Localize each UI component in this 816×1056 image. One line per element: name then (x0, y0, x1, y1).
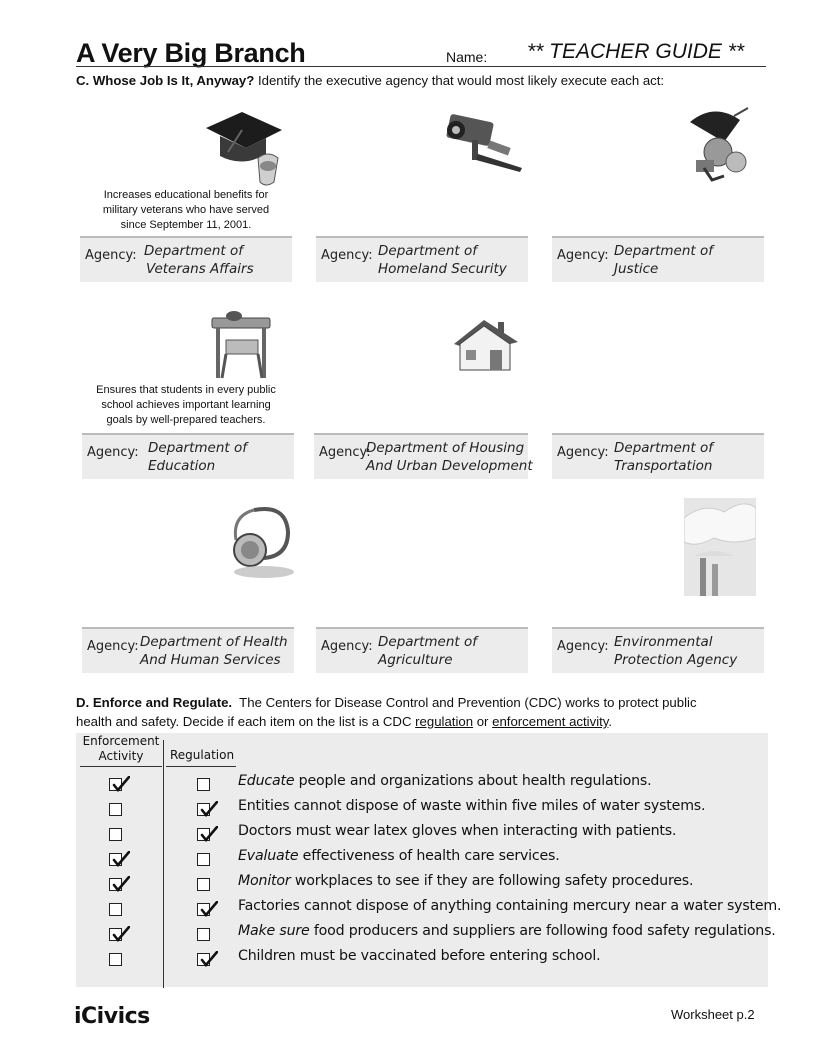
agency-answer: Department of Housing And Urban Development (366, 440, 533, 474)
enforcement-checkbox[interactable] (109, 928, 122, 941)
agency-answer: Department of Agriculture (378, 634, 477, 668)
statement-lead: Make sure (238, 923, 310, 939)
table-row (0, 898, 816, 923)
statement-rest: food producers and suppliers are following food safety regulations. (309, 923, 776, 939)
agency-label: Agency: (557, 639, 609, 654)
clue-text: Increases educational benefits for military veterans who have served since September 11, 2001. (102, 189, 270, 231)
name-label: Name: (446, 49, 488, 65)
agency-label: Agency: (85, 248, 137, 263)
regulation-checkbox[interactable] (197, 803, 210, 816)
check-mark-icon (112, 926, 130, 946)
agency-label: Agency: (321, 639, 373, 654)
agency-answer-box (552, 433, 764, 479)
statement-rest: Entities cannot dispose of waste within five miles of water systems. (238, 798, 706, 814)
house-icon (450, 316, 522, 374)
enforcement-checkbox[interactable] (109, 778, 122, 791)
smokestack-icon (684, 498, 756, 596)
regulation-checkbox[interactable] (197, 903, 210, 916)
statement-lead: Educate (238, 773, 295, 789)
scales-of-justice-icon (684, 106, 756, 184)
regulation-checkbox[interactable] (197, 953, 210, 966)
school-desk-icon (208, 306, 276, 382)
check-mark-icon (112, 776, 130, 796)
table-row (0, 873, 816, 898)
worksheet-title: A Very Big Branch (76, 38, 306, 68)
agency-label: Agency: (557, 248, 609, 263)
enforcement-checkbox[interactable] (109, 853, 122, 866)
column-header-enforcement: Enforcement Activity (82, 734, 160, 763)
agency-answer-box (82, 433, 294, 479)
graduation-cap-icon (198, 106, 288, 188)
header-rule (166, 766, 236, 767)
agency-answer-box (80, 236, 292, 282)
security-camera-icon (442, 114, 524, 172)
check-mark-icon (112, 851, 130, 871)
agency-answer: Department of Homeland Security (378, 243, 507, 277)
agency-answer-box (82, 627, 294, 673)
teacher-guide-label: ** TEACHER GUIDE ** (527, 40, 745, 63)
statement-text (238, 798, 705, 814)
agency-answer: Department of Education (148, 440, 247, 474)
statement-text (238, 848, 560, 864)
header-rule (76, 66, 766, 67)
statement-lead: Evaluate (238, 848, 299, 864)
agency-label: Agency: (319, 445, 371, 460)
agency-answer-box (552, 236, 764, 282)
statement-text (238, 923, 776, 939)
regulation-checkbox[interactable] (197, 878, 210, 891)
check-mark-icon (200, 901, 218, 921)
table-row (0, 798, 816, 823)
table-row (0, 948, 816, 973)
page-number: Worksheet p.2 (671, 1007, 755, 1022)
table-row (0, 823, 816, 848)
stethoscope-icon (214, 498, 300, 582)
statement-rest: Doctors must wear latex gloves when interacting with patients. (238, 823, 677, 839)
check-mark-icon (112, 876, 130, 896)
table-row (0, 773, 816, 798)
table-row (0, 848, 816, 873)
regulation-checkbox[interactable] (197, 778, 210, 791)
agency-label: Agency: (87, 639, 139, 654)
agency-answer: Environmental Protection Agency (614, 634, 738, 668)
agency-answer: Department of Health And Human Services (140, 634, 288, 668)
statement-text (238, 898, 781, 914)
statement-rest: Children must be vaccinated before entering school. (238, 948, 601, 964)
column-header-regulation: Regulation (170, 748, 235, 762)
statement-text (238, 948, 600, 964)
agency-label: Agency: (557, 445, 609, 460)
statement-rest: people and organizations about health regulations. (294, 773, 652, 789)
regulation-checkbox[interactable] (197, 928, 210, 941)
statement-text (238, 873, 693, 889)
agency-answer: Department of Transportation (614, 440, 713, 474)
agency-label: Agency: (87, 445, 139, 460)
agency-answer-box (316, 627, 528, 673)
agency-answer-box (316, 236, 528, 282)
regulation-checkbox[interactable] (197, 853, 210, 866)
enforcement-checkbox[interactable] (109, 903, 122, 916)
statement-text (238, 823, 676, 839)
statement-text (238, 773, 651, 789)
agency-answer-box (552, 627, 764, 673)
check-mark-icon (200, 826, 218, 846)
enforcement-checkbox[interactable] (109, 953, 122, 966)
section-d-instructions: D. Enforce and Regulate. The Centers for Disease Control and Prevention (CDC) works to protect public health and safety. Decide if each item on the list is a CDC regulation or enforcement activity. (76, 695, 697, 729)
agency-answer-box (314, 433, 533, 479)
section-c-heading: C. Whose Job Is It, Anyway? Identify the executive agency that would most likely execute each act: (76, 73, 665, 88)
regulation-checkbox[interactable] (197, 828, 210, 841)
header-rule (80, 766, 162, 767)
statement-lead: Monitor (238, 873, 291, 889)
enforcement-checkbox[interactable] (109, 878, 122, 891)
statement-rest: effectiveness of health care services. (298, 848, 560, 864)
agency-label: Agency: (321, 248, 373, 263)
check-mark-icon (200, 801, 218, 821)
check-mark-icon (200, 951, 218, 971)
table-row (0, 923, 816, 948)
icivics-logo: iCivics (74, 1004, 150, 1029)
clue-text: Ensures that students in every public school achieves important learning goals by well-prepared teachers. (96, 384, 276, 426)
statement-rest: Factories cannot dispose of anything containing mercury near a water system. (238, 898, 782, 914)
enforcement-checkbox[interactable] (109, 828, 122, 841)
statement-rest: workplaces to see if they are following safety procedures. (290, 873, 694, 889)
agency-answer: Department of Justice (614, 243, 713, 277)
agency-answer: Department of Veterans Affairs (144, 243, 254, 277)
enforcement-checkbox[interactable] (109, 803, 122, 816)
